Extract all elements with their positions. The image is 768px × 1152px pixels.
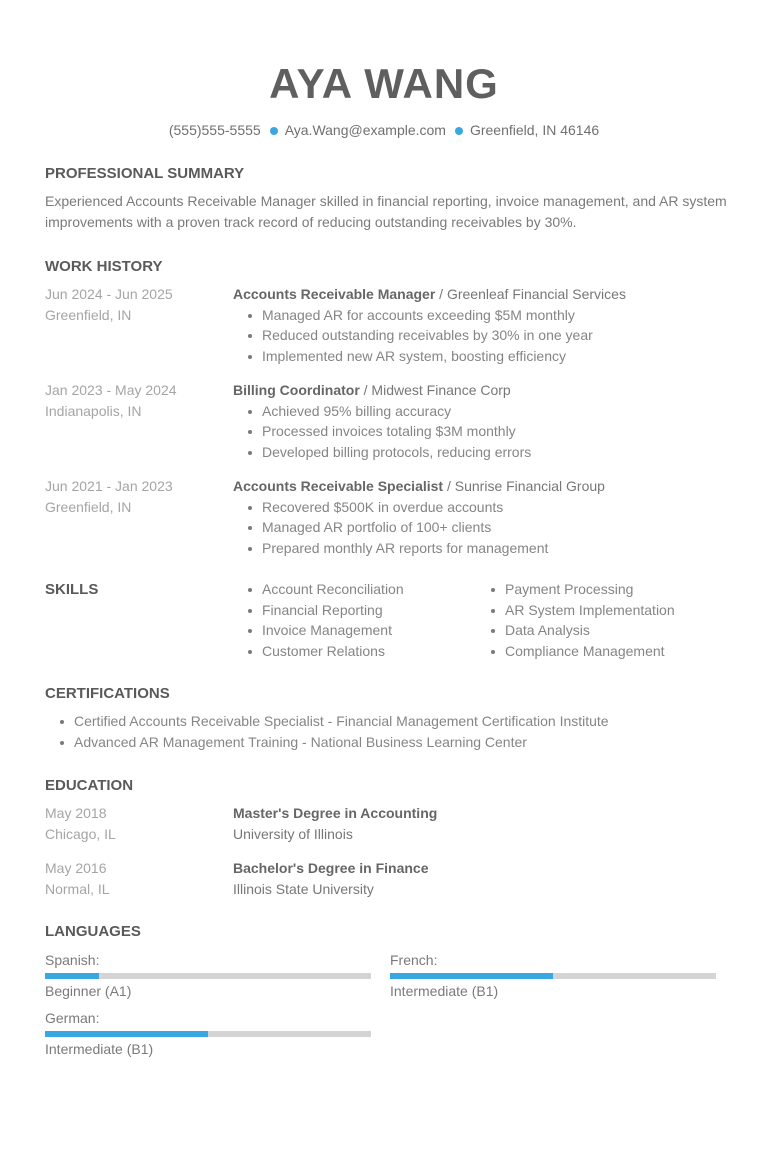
job-title: Billing Coordinator <box>233 382 360 398</box>
bullet-dot-icon <box>270 127 278 135</box>
job-dates: Jan 2023 - May 2024 <box>45 382 177 398</box>
summary-heading: PROFESSIONAL SUMMARY <box>45 165 245 182</box>
degree: Bachelor's Degree in Finance <box>233 860 429 876</box>
school: University of Illinois <box>233 825 353 842</box>
education-heading: EDUCATION <box>45 777 134 794</box>
candidate-name: AYA WANG <box>269 60 499 107</box>
skill-item: Payment Processing <box>476 579 675 600</box>
job-location: Indianapolis, IN <box>45 402 142 419</box>
proficiency-bar <box>45 1031 371 1037</box>
job-title: Accounts Receivable Specialist <box>233 478 444 494</box>
proficiency-fill <box>45 973 99 979</box>
job-bullets <box>233 305 626 367</box>
job-bullets <box>233 497 605 559</box>
language-level: Intermediate (B1) <box>45 1041 154 1057</box>
job-bullet: Achieved 95% billing accuracy <box>233 401 531 422</box>
education-date: May 2018 <box>45 805 107 821</box>
education-location: Normal, IL <box>45 880 110 897</box>
skill-item: Account Reconciliation <box>233 579 404 600</box>
skill-item: Compliance Management <box>476 641 675 662</box>
language-item <box>390 951 716 1001</box>
certification-item: Certified Accounts Receivable Specialist - Financial Management Certification Institute <box>45 711 609 732</box>
summary-text: Experienced Accounts Receivable Manager skilled in financial reporting, invoice management, and AR system improvements with a proven track record of reducing outstanding receivables by 30%. <box>45 193 727 230</box>
job-bullet: Implemented new AR system, boosting efficiency <box>233 346 626 367</box>
job-bullet: Reduced outstanding receivables by 30% in one year <box>233 325 626 346</box>
contact-line <box>0 121 768 139</box>
work-history-heading: WORK HISTORY <box>45 258 163 275</box>
phone: (555)555-5555 <box>168 122 261 138</box>
bullet-dot-icon <box>455 127 463 135</box>
job-bullet: Managed AR for accounts exceeding $5M monthly <box>233 305 626 326</box>
language-level: Intermediate (B1) <box>390 983 499 999</box>
language-item <box>45 951 371 1001</box>
job-location: Greenfield, IN <box>45 498 132 515</box>
job-bullet: Recovered $500K in overdue accounts <box>233 497 605 518</box>
job-bullet: Managed AR portfolio of 100+ clients <box>233 517 605 538</box>
email: Aya.Wang@example.com <box>284 122 446 138</box>
location: Greenfield, IN 46146 <box>469 122 600 138</box>
school: Illinois State University <box>233 880 374 897</box>
certifications-heading: CERTIFICATIONS <box>45 685 170 702</box>
job-company: / Sunrise Financial Group <box>443 478 605 494</box>
language-name: German: <box>45 1010 100 1026</box>
certifications-list <box>45 711 609 752</box>
job-bullet: Processed invoices totaling $3M monthly <box>233 421 531 442</box>
skills-list-right <box>476 579 675 661</box>
job-bullets <box>233 401 531 463</box>
job-dates: Jun 2021 - Jan 2023 <box>45 478 173 494</box>
job-title: Accounts Receivable Manager <box>233 286 436 302</box>
job-bullet: Developed billing protocols, reducing errors <box>233 442 531 463</box>
language-level: Beginner (A1) <box>45 983 132 999</box>
language-name: French: <box>390 952 438 968</box>
job-bullet: Prepared monthly AR reports for management <box>233 538 605 559</box>
certification-item: Advanced AR Management Training - National Business Learning Center <box>45 732 609 753</box>
skill-item: Financial Reporting <box>233 600 404 621</box>
proficiency-fill <box>45 1031 208 1037</box>
skill-item: Data Analysis <box>476 620 675 641</box>
language-item <box>45 1009 371 1059</box>
skills-list-left <box>233 579 404 661</box>
proficiency-bar <box>390 973 716 979</box>
languages-heading: LANGUAGES <box>45 923 141 940</box>
education-date: May 2016 <box>45 860 107 876</box>
skill-item: Invoice Management <box>233 620 404 641</box>
proficiency-fill <box>390 973 553 979</box>
job-company: / Midwest Finance Corp <box>359 382 511 398</box>
skill-item: Customer Relations <box>233 641 404 662</box>
skill-item: AR System Implementation <box>476 600 675 621</box>
skills-heading: SKILLS <box>45 581 99 598</box>
language-name: Spanish: <box>45 952 100 968</box>
proficiency-bar <box>45 973 371 979</box>
degree: Master's Degree in Accounting <box>233 805 438 821</box>
job-company: / Greenleaf Financial Services <box>435 286 626 302</box>
job-dates: Jun 2024 - Jun 2025 <box>45 286 173 302</box>
education-location: Chicago, IL <box>45 825 116 842</box>
job-location: Greenfield, IN <box>45 306 132 323</box>
